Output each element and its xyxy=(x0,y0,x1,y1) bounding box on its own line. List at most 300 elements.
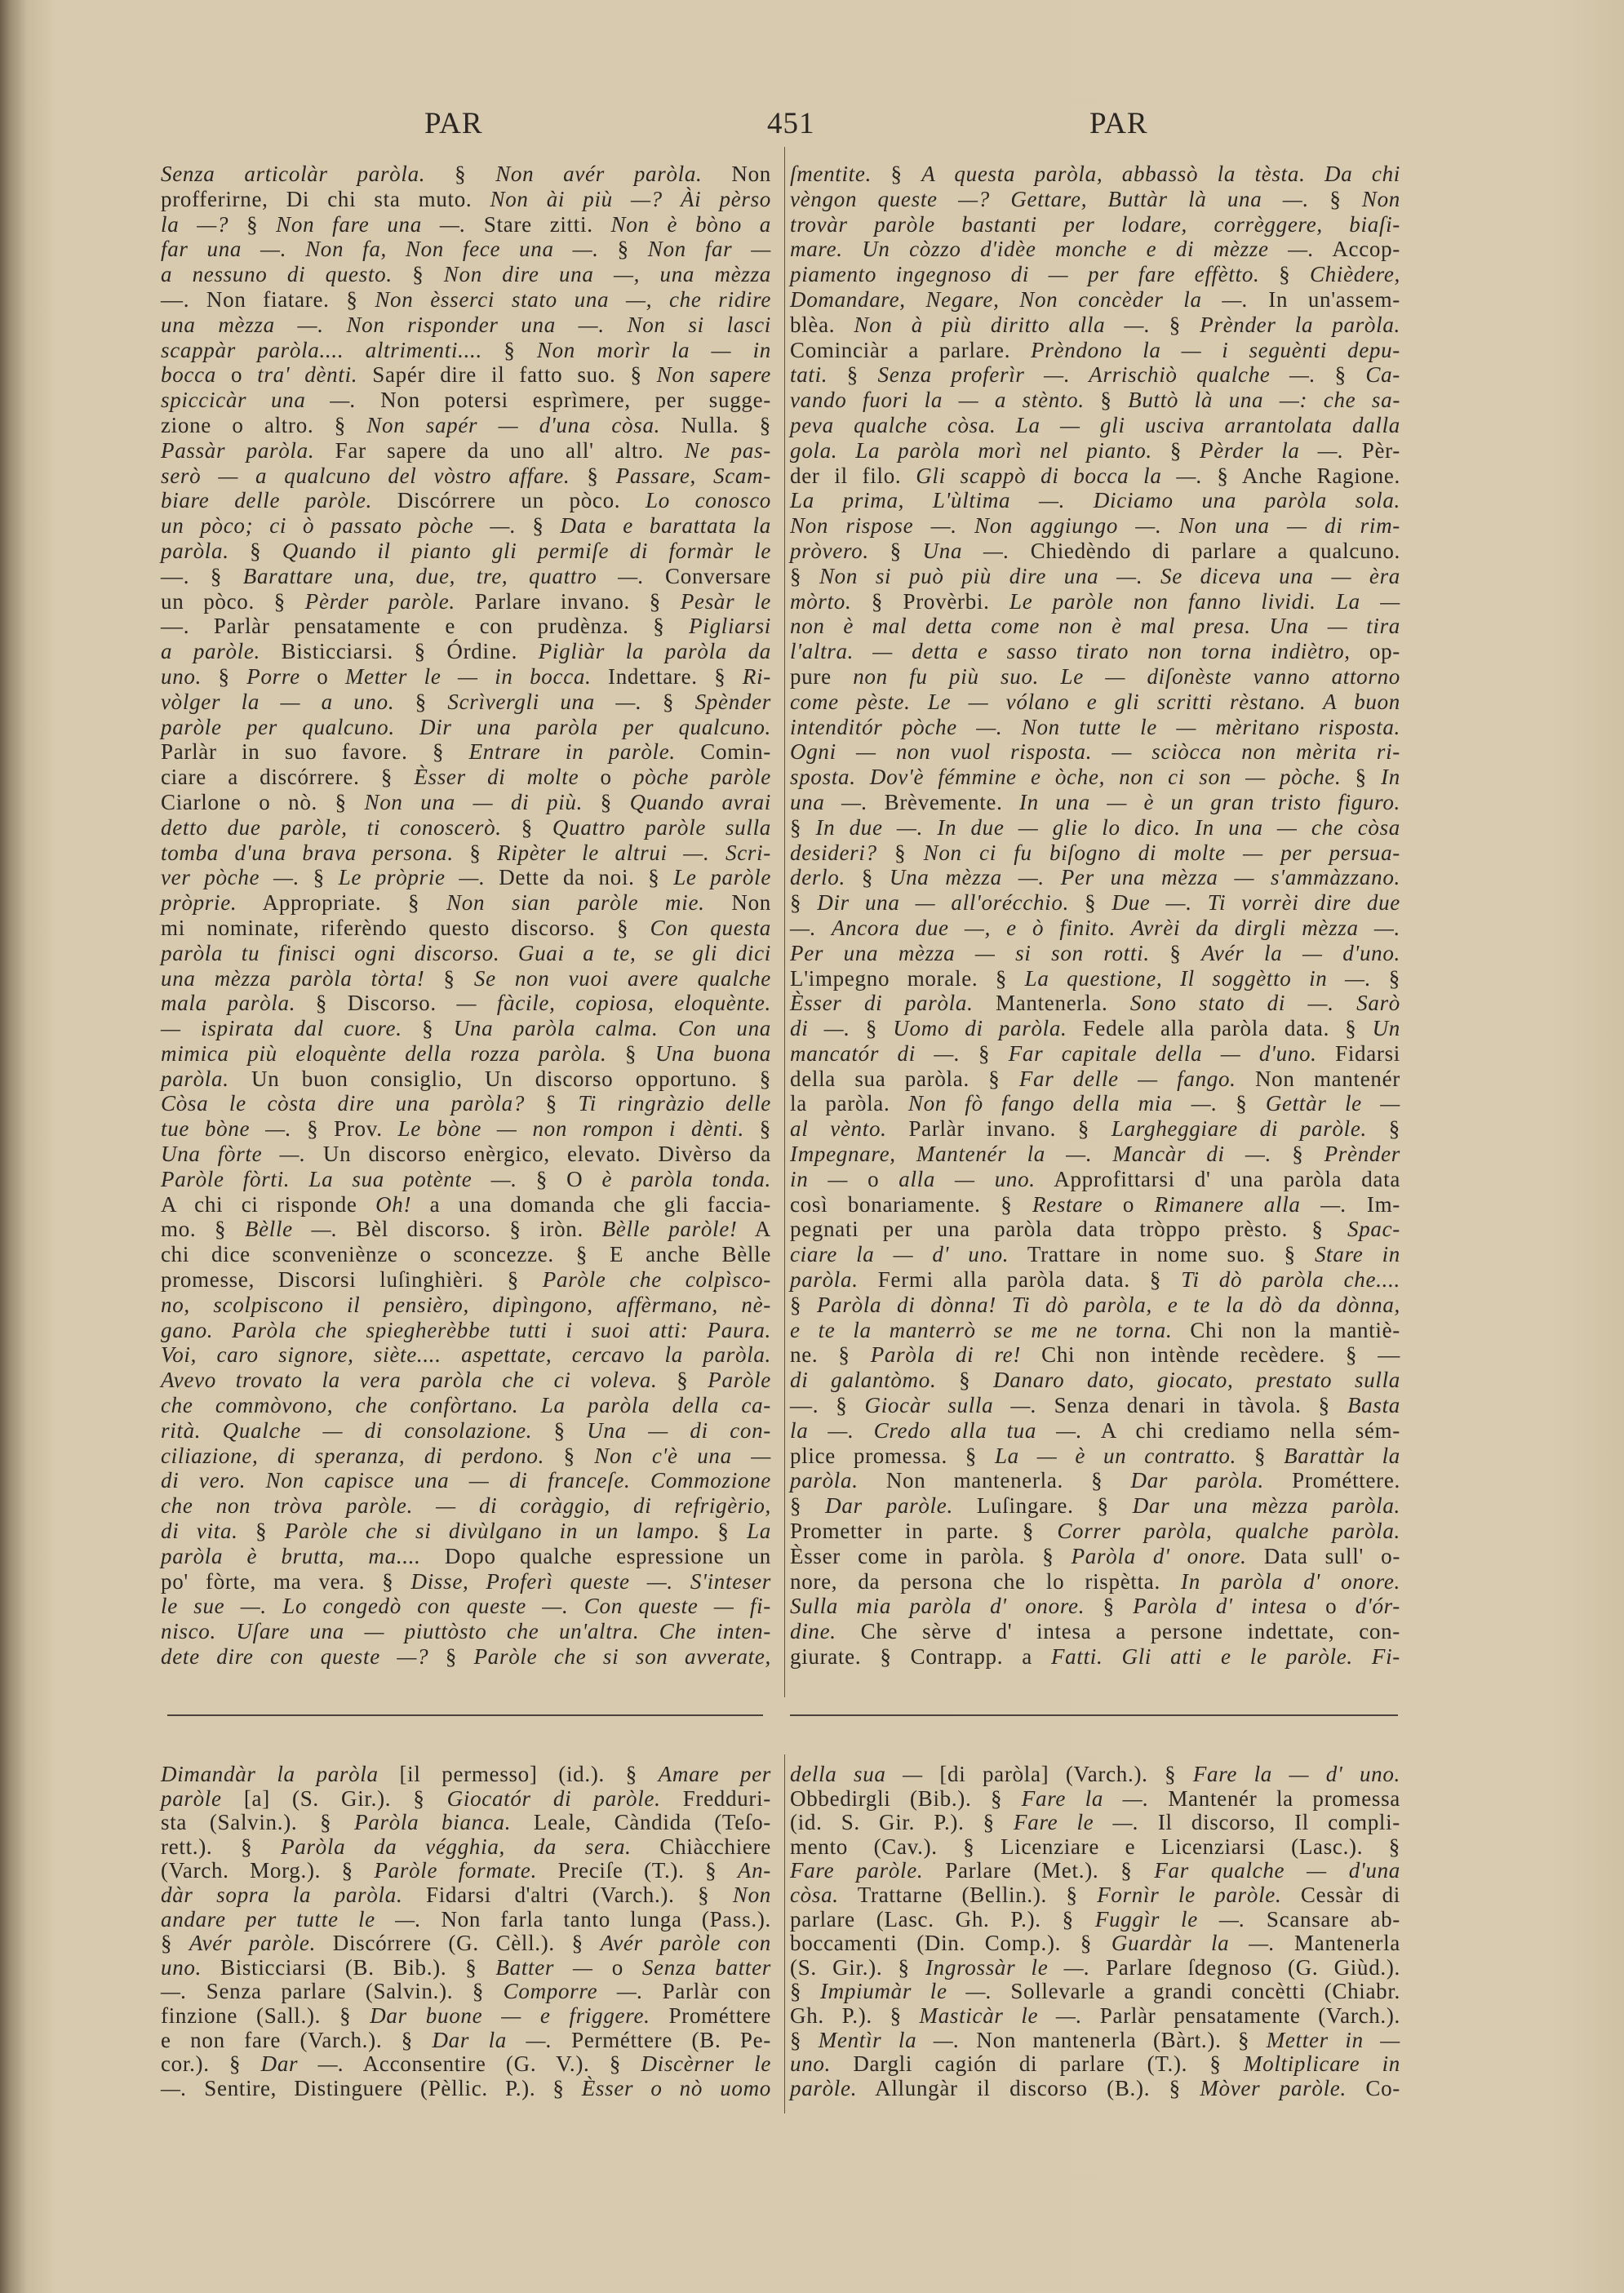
text-line xyxy=(161,2029,771,2053)
text-line xyxy=(161,1167,771,1192)
italic-phrase: Avér paròle. xyxy=(189,1931,317,1956)
roman-text: Preciſe (T.). § xyxy=(537,1858,738,1883)
italic-phrase: Pèrder la —. xyxy=(1200,437,1344,463)
italic-phrase: ciare la — d' uno. xyxy=(790,1242,1009,1267)
italic-phrase: tue bòne —. xyxy=(161,1116,292,1142)
roman-text: zione o altro. § xyxy=(161,412,367,437)
text-line xyxy=(161,1217,771,1242)
roman-text: mi nominate, riferèndo questo discorso. § xyxy=(161,915,650,940)
italic-phrase: Ri- xyxy=(742,663,771,689)
italic-phrase: andare per tutte le —. xyxy=(161,1906,422,1932)
roman-text: Mantenerla xyxy=(1275,1931,1400,1956)
roman-text: § xyxy=(845,865,890,890)
roman-text: § O xyxy=(517,1166,602,1191)
roman-text: Co- xyxy=(1346,2075,1400,2100)
text-line xyxy=(790,840,1400,866)
italic-phrase: Amare per xyxy=(658,1762,771,1786)
italic-phrase: Mòver paròle. xyxy=(1200,2075,1347,2100)
roman-text: A xyxy=(737,1217,771,1242)
roman-text: un pòco. § xyxy=(161,588,305,614)
roman-text: § xyxy=(570,463,616,488)
roman-text: ne. § xyxy=(790,1342,871,1368)
text-line xyxy=(790,1293,1400,1318)
footnote-separator-left xyxy=(167,1714,763,1716)
roman-text: § xyxy=(1236,1443,1285,1468)
roman-text: § xyxy=(790,1493,826,1519)
text-line xyxy=(790,488,1400,513)
roman-text: § xyxy=(300,865,339,890)
roman-text: boccamenti (Din. Comp.). § xyxy=(790,1931,1112,1956)
text-line xyxy=(790,313,1400,338)
italic-phrase: tra' dènti. xyxy=(257,362,358,388)
roman-text: § Prov. xyxy=(291,1116,398,1142)
italic-phrase: Domandare, Negare, Non concèder la —. xyxy=(790,286,1249,312)
text-line xyxy=(161,614,771,639)
italic-phrase: Non avér paròla. xyxy=(495,162,703,186)
italic-phrase: Non xyxy=(1361,186,1400,211)
text-line xyxy=(790,639,1400,664)
text-line xyxy=(161,1544,771,1569)
italic-phrase: pòche paròle xyxy=(633,765,771,790)
roman-text: § xyxy=(1308,186,1362,211)
footnote-separator-right xyxy=(790,1714,1398,1716)
roman-text: chi dice sconveniènze o sconcezze. § E anche Bèlle xyxy=(161,1242,771,1267)
text-line xyxy=(790,1368,1400,1393)
italic-phrase: Dir una — all'orécchio. xyxy=(817,890,1070,916)
italic-phrase: alla — uno. xyxy=(899,1166,1036,1191)
text-line xyxy=(790,1569,1400,1594)
italic-phrase: dine. xyxy=(790,1619,836,1644)
italic-phrase: peva qualche còsa. La — gli usciva arrantolata dalla xyxy=(790,412,1400,437)
italic-phrase: Bèlle paròle! xyxy=(601,1217,738,1242)
roman-text: A chi crediamo nella sém- xyxy=(1082,1417,1401,1443)
italic-phrase: Paròla di dònna! Ti dò paròla, e te la dò da dònna, xyxy=(817,1292,1401,1317)
roman-text: Cessàr di xyxy=(1281,1882,1401,1907)
roman-text: della sua paròla. § xyxy=(790,1066,1019,1091)
italic-phrase: serò — a qualcuno del vòstro affare. xyxy=(161,463,570,488)
italic-phrase: spiccicàr una —. xyxy=(161,388,357,413)
text-line xyxy=(790,715,1400,740)
italic-phrase: Bèlle —. xyxy=(244,1217,338,1242)
italic-phrase: mòrto. xyxy=(790,588,852,614)
italic-phrase: una mèzza —. Non risponder una —. Non si lasci xyxy=(161,312,771,337)
text-line xyxy=(790,1091,1400,1116)
italic-phrase: Due —. Ti vorrèi dire due xyxy=(1112,890,1400,916)
italic-phrase: le sue —. Lo congedò con queste —. Con queste — fi- xyxy=(161,1594,771,1619)
roman-text: Non potersi esprìmere, per sugge- xyxy=(356,388,771,413)
roman-text: Parlare (Met.). § xyxy=(923,1858,1155,1883)
italic-phrase: An- xyxy=(737,1858,771,1883)
italic-phrase: In una — è un gran tristo figuro. xyxy=(1018,789,1400,814)
italic-phrase: Quando avrai xyxy=(629,789,771,814)
text-line xyxy=(790,1619,1400,1644)
text-line xyxy=(790,890,1400,916)
footnotes-left-column xyxy=(161,1763,771,2100)
roman-text: § xyxy=(790,890,818,916)
roman-text: po' fòrte, ma vera. § xyxy=(161,1568,411,1594)
text-line xyxy=(790,1116,1400,1142)
text-line xyxy=(161,1041,771,1067)
roman-text: Il discorso, Il compli- xyxy=(1138,1810,1401,1835)
text-line xyxy=(161,2004,771,2029)
roman-text: Sapér dire il fatto suo. § xyxy=(357,362,657,388)
italic-phrase: è paròla tonda. xyxy=(601,1166,772,1191)
italic-phrase: Giocàr sulla —. xyxy=(864,1393,1037,1418)
text-line xyxy=(790,1318,1400,1343)
italic-phrase: Non xyxy=(732,1882,771,1907)
italic-phrase: vòlger la — a uno. xyxy=(161,689,395,714)
italic-phrase: tomba d'una brava persona. xyxy=(161,840,454,865)
roman-text: Dette da noi. § xyxy=(485,865,674,890)
text-line xyxy=(161,715,771,740)
italic-phrase: Dar la —. xyxy=(432,2027,552,2052)
roman-text: Fredduri- xyxy=(660,1785,771,1811)
roman-text: Non xyxy=(702,162,771,186)
italic-phrase: Basta xyxy=(1347,1393,1400,1418)
roman-text: § xyxy=(428,1644,474,1670)
text-line xyxy=(790,1644,1400,1670)
italic-phrase: Le paròle xyxy=(673,865,772,890)
roman-text: § xyxy=(1217,1091,1266,1116)
italic-phrase: paròle. xyxy=(790,2075,858,2100)
text-line xyxy=(790,2029,1400,2053)
roman-text: [il permesso] (id.). § xyxy=(378,1762,659,1786)
roman-text: o xyxy=(848,1166,899,1191)
roman-text: § Anche Ragione. xyxy=(1202,463,1400,488)
italic-phrase: Gli scappò di bocca la —. xyxy=(916,463,1203,488)
text-line xyxy=(790,539,1400,564)
roman-text: § xyxy=(525,1091,579,1116)
roman-text: pegnati per una paròla data tròppo prèsto. § xyxy=(790,1217,1348,1242)
roman-text: § xyxy=(481,337,537,362)
italic-phrase: Paròle fòrti. La sua potènte —. xyxy=(161,1166,517,1191)
roman-text: Che sèrve d' intesa a persone indettate, con- xyxy=(836,1619,1400,1644)
italic-phrase: paròla. xyxy=(790,1267,859,1293)
text-line xyxy=(790,1859,1400,1883)
roman-text: § xyxy=(1371,965,1400,991)
italic-phrase: Correr paròla, qualche paròla. xyxy=(1057,1519,1401,1544)
roman-text: Bisticciarsi. § Órdine. xyxy=(260,639,539,664)
roman-text: Fidarsi d'altri (Varch.). § xyxy=(402,1882,733,1907)
text-line xyxy=(161,690,771,715)
italic-phrase: Data e barattata la xyxy=(560,513,771,539)
text-line xyxy=(161,262,771,287)
italic-phrase: ver pòche —. xyxy=(161,865,300,890)
italic-phrase: al vènto. xyxy=(790,1116,887,1142)
roman-text: § xyxy=(516,513,561,539)
italic-phrase: Far delle — fango. xyxy=(1018,1066,1236,1091)
italic-phrase: Prèndono la — i seguènti depu- xyxy=(1031,337,1400,362)
italic-phrase: Un xyxy=(1372,1016,1400,1041)
roman-text: (S. Gir.). § xyxy=(790,1954,925,1980)
italic-phrase: Fare le —. xyxy=(1014,1810,1139,1835)
italic-phrase: d'ór- xyxy=(1355,1594,1400,1619)
roman-text: la paròla. xyxy=(790,1091,908,1116)
text-line xyxy=(161,765,771,790)
italic-phrase: nisco. Uſare una — piuttòsto che un'altra. Che inten- xyxy=(161,1619,771,1644)
roman-text: Data sull' o- xyxy=(1246,1543,1401,1568)
italic-phrase: Scrìvergli una —. xyxy=(447,689,642,714)
text-line xyxy=(790,1217,1400,1242)
roman-text: § xyxy=(392,262,444,287)
roman-text: Non farla tanto lunga (Pass.). xyxy=(421,1906,771,1932)
text-line xyxy=(161,1342,771,1368)
text-line xyxy=(790,438,1400,463)
roman-text: Indettare. § xyxy=(591,663,743,689)
italic-phrase: Rimanere alla —. xyxy=(1154,1191,1347,1217)
roman-text: —. § xyxy=(790,1393,865,1418)
italic-phrase: Non rispose —. Non aggiungo —. Non una — di rim- xyxy=(790,513,1400,539)
roman-text: § xyxy=(394,689,448,714)
text-line xyxy=(790,362,1400,388)
italic-phrase: Còsa le còsta dire una paròla? xyxy=(161,1091,526,1116)
italic-phrase: Ripèter le altrui —. Scri- xyxy=(497,840,771,865)
text-line xyxy=(161,488,771,513)
text-line xyxy=(161,1932,771,1956)
italic-phrase: Far qualche — d'una xyxy=(1154,1858,1401,1883)
italic-phrase: Senza batter xyxy=(641,1954,771,1980)
italic-phrase: no, scolpiscono il pensièro, dipìngono, affèrmano, nè- xyxy=(161,1292,771,1317)
roman-text: § xyxy=(657,1368,708,1393)
roman-text: —. Parlàr pensatamente e con prudènza. § xyxy=(161,614,690,639)
text-line xyxy=(790,1444,1400,1469)
text-line xyxy=(790,815,1400,840)
roman-text: [di paròla] (Varch.). § xyxy=(922,1762,1193,1786)
italic-phrase: Largheggiare di paròle. xyxy=(1111,1116,1367,1142)
text-line xyxy=(790,690,1400,715)
text-line xyxy=(161,2052,771,2077)
text-line xyxy=(161,589,771,614)
italic-phrase: Una buona xyxy=(654,1040,771,1066)
italic-phrase: di —. xyxy=(790,1016,850,1041)
text-line xyxy=(790,765,1400,790)
italic-phrase: —. Ancora due —, e ò finito. Avrèi da dirgli mèzza —. xyxy=(790,915,1400,940)
roman-text: § xyxy=(402,1016,454,1041)
italic-phrase: Una mèzza —. Per una mèzza — s'ammàzzano. xyxy=(889,865,1400,890)
roman-text: Trattarne (Bellin.). § xyxy=(838,1882,1098,1907)
italic-phrase: paròla è brutta, ma.... xyxy=(161,1543,421,1568)
roman-text: Fedele alla paròla data. § xyxy=(1067,1016,1373,1041)
roman-text: o xyxy=(1307,1594,1356,1619)
roman-text: § xyxy=(936,1368,994,1393)
roman-text: blèa. xyxy=(790,312,854,337)
italic-phrase: gola. La paròla morì nel pianto. xyxy=(790,437,1152,463)
roman-text: o xyxy=(579,765,634,790)
roman-text: op- xyxy=(1350,639,1400,664)
italic-phrase: Dar paròle. xyxy=(825,1493,953,1519)
roman-text: § xyxy=(876,840,924,865)
roman-text: Parlare ſdegnoso (G. Giùd.). xyxy=(1089,1954,1400,1980)
text-line xyxy=(161,362,771,388)
roman-text: Trattare in nome suo. § xyxy=(1009,1242,1315,1267)
italic-phrase: Paròle xyxy=(708,1368,771,1393)
italic-phrase: Spac- xyxy=(1347,1217,1400,1242)
text-line xyxy=(161,1644,771,1670)
roman-text: Obbedirgli (Bib.). § xyxy=(790,1785,1022,1811)
text-line xyxy=(161,187,771,212)
roman-text: § xyxy=(1085,1594,1134,1619)
italic-phrase: desideri? xyxy=(790,840,877,865)
italic-phrase: piamento ingegnoso di — per fare effètto. xyxy=(790,262,1260,287)
italic-phrase: Dar —. xyxy=(260,2051,344,2077)
italic-phrase: Pesàr le xyxy=(680,588,771,614)
roman-text: Senza parlare (Salvin.). § xyxy=(187,1979,504,2004)
roman-text: § Provèrbi. xyxy=(851,588,1009,614)
italic-phrase: in — xyxy=(790,1166,849,1191)
text-line xyxy=(161,1091,771,1116)
roman-text: e non fare (Varch.). § xyxy=(161,2027,433,2052)
italic-phrase: Non fò fango della mia —. xyxy=(907,1091,1218,1116)
text-line xyxy=(161,1116,771,1142)
text-line xyxy=(790,1835,1400,1860)
text-line xyxy=(790,1787,1400,1812)
italic-phrase: Non sian paròle mie. xyxy=(446,890,705,916)
roman-text: § xyxy=(790,2027,819,2052)
text-line xyxy=(790,388,1400,413)
roman-text: Parlàr con xyxy=(643,1979,771,2004)
roman-text: Mantenér la promessa xyxy=(1148,1785,1400,1811)
text-line xyxy=(161,1242,771,1267)
roman-text: Chi non la mantiè- xyxy=(1172,1317,1400,1342)
text-line xyxy=(161,991,771,1016)
running-head-left: PAR xyxy=(424,107,483,140)
text-line xyxy=(790,513,1400,539)
text-line xyxy=(790,2077,1400,2101)
italic-phrase: paròla tu finisci ogni discorso. Guai a te, se gli dici xyxy=(161,940,771,965)
text-line xyxy=(161,890,771,916)
italic-phrase: Ca- xyxy=(1365,362,1400,388)
text-line xyxy=(161,1267,771,1293)
italic-phrase: Dar buone — e friggere. xyxy=(370,2002,650,2028)
text-line xyxy=(161,237,771,262)
roman-text: Im- xyxy=(1347,1191,1400,1217)
italic-phrase: Ogni — non vuol risposta. — sciòcca non mèrita ri- xyxy=(790,739,1400,765)
text-line xyxy=(161,664,771,690)
italic-phrase: Spènder xyxy=(694,689,771,714)
text-line xyxy=(161,564,771,589)
italic-phrase: Paròla di re! xyxy=(870,1342,1022,1368)
italic-phrase: una —. xyxy=(790,789,868,814)
italic-phrase: Non morìr la — in xyxy=(536,337,771,362)
italic-phrase: paròle xyxy=(161,1785,222,1811)
text-line xyxy=(790,1763,1400,1787)
italic-phrase: Non sapér — d'una còsa. xyxy=(366,412,661,437)
italic-phrase: Masticàr le —. xyxy=(919,2002,1083,2028)
italic-phrase: detto due paròle, ti conoscerò. xyxy=(161,814,502,840)
roman-text: rett.). § xyxy=(161,1834,282,1859)
italic-phrase: derlo. xyxy=(790,865,845,890)
italic-phrase: Fare la —. xyxy=(1021,1785,1149,1811)
italic-phrase: Passare, Scam- xyxy=(615,463,771,488)
italic-phrase: Paròla bianca. xyxy=(354,1810,512,1835)
italic-phrase: bocca xyxy=(161,362,216,388)
italic-phrase: la —? xyxy=(161,211,229,237)
italic-phrase: trovàr paròle bastanti per lodare, corrèggere, biaſi- xyxy=(790,211,1400,237)
italic-phrase: paròle per qualcuno. Dir una paròla per qualcuno. xyxy=(161,714,771,739)
italic-phrase: Senza articolàr paròla. xyxy=(161,162,426,186)
italic-phrase: còsa. xyxy=(790,1882,839,1907)
roman-text: § xyxy=(743,1116,771,1142)
italic-phrase: Senza proferìr —. Arrischiò qualche —. xyxy=(877,362,1316,388)
text-line xyxy=(790,262,1400,287)
italic-phrase: Disse, Proferì queste —. S'inteser xyxy=(410,1568,771,1594)
roman-text: § xyxy=(453,840,498,865)
roman-text: Mantenerla. xyxy=(973,991,1130,1016)
text-line xyxy=(790,1594,1400,1619)
roman-text: Stare zitti. xyxy=(465,211,611,237)
roman-text: (Varch. Morg.). § xyxy=(161,1858,375,1883)
italic-phrase: vando fuori la — a stènto. xyxy=(790,388,1085,413)
roman-text: Approfittarsi d' una paròla data xyxy=(1035,1166,1400,1191)
text-line xyxy=(161,739,771,765)
italic-phrase: mimica più eloquènte della rozza paròla. xyxy=(161,1040,607,1066)
roman-text: Sollevarle a grandi concètti (Chiabr. xyxy=(992,1979,1400,2004)
roman-text: —. Non fiatare. § xyxy=(161,286,375,312)
text-line xyxy=(790,2004,1400,2029)
text-line xyxy=(161,1787,771,1812)
text-line xyxy=(790,1980,1400,2004)
italic-phrase: Dar paròla. xyxy=(1130,1468,1264,1493)
roman-text: § xyxy=(1341,765,1382,790)
italic-phrase: Stare in xyxy=(1314,1242,1400,1267)
italic-phrase: uno. xyxy=(161,663,202,689)
roman-text: [a] (S. Gir.). § xyxy=(221,1785,447,1811)
italic-phrase: In xyxy=(1381,765,1400,790)
roman-text: § xyxy=(790,1979,820,2004)
italic-phrase: Dar una mèzza paròla. xyxy=(1132,1493,1400,1519)
roman-text: Non mantenerla. § xyxy=(858,1468,1131,1493)
text-line xyxy=(161,1956,771,1980)
italic-phrase: Paròla d' intesa xyxy=(1133,1594,1307,1619)
roman-text: o xyxy=(215,362,258,388)
text-line xyxy=(161,1908,771,1932)
text-line xyxy=(790,1267,1400,1293)
roman-text: Bèl discorso. § iròn. xyxy=(337,1217,602,1242)
text-line xyxy=(161,1444,771,1469)
italic-phrase: Moltiplicare in xyxy=(1243,2051,1400,2077)
italic-phrase: Paròle che colpìsco- xyxy=(542,1267,771,1293)
text-line xyxy=(161,513,771,539)
roman-text: Èsser come in paròla. § xyxy=(790,1543,1072,1568)
italic-phrase: pròprie. xyxy=(161,890,237,916)
roman-text: § xyxy=(606,1040,655,1066)
text-line xyxy=(790,413,1400,438)
roman-text: § xyxy=(424,965,474,991)
italic-phrase: far una —. Non fa, Non fece una —. xyxy=(161,237,599,262)
italic-phrase: Entrare in paròle. xyxy=(468,739,676,765)
italic-phrase: rità. Qualche — di consolazione. xyxy=(161,1417,533,1443)
text-line xyxy=(161,1393,771,1418)
italic-phrase: Metter in — xyxy=(1266,2027,1400,2052)
right-text-column xyxy=(790,162,1400,1670)
italic-phrase: Avér la — d'uno. xyxy=(1201,940,1400,965)
text-line xyxy=(790,664,1400,690)
text-line xyxy=(161,413,771,438)
italic-phrase: mala paròla. xyxy=(161,991,296,1016)
italic-phrase: Buttò là una —: che sa- xyxy=(1128,388,1401,413)
italic-phrase: Non dire una —, una mèzza xyxy=(443,262,771,287)
italic-phrase: ciliazione, di speranza, di perdono. xyxy=(161,1443,545,1468)
italic-phrase: Non c'è una — xyxy=(594,1443,772,1468)
italic-phrase: Non sapere xyxy=(656,362,771,388)
italic-phrase: la —. Credo alla tua —. xyxy=(790,1417,1083,1443)
roman-text: Prometter in parte. § xyxy=(790,1519,1058,1544)
italic-phrase: Oh! xyxy=(375,1191,412,1217)
italic-phrase: uno. xyxy=(161,1954,202,1980)
italic-phrase: Pigliarsi xyxy=(689,614,771,639)
roman-text: cor.). § xyxy=(161,2051,261,2077)
roman-text: a una domanda che gli faccia- xyxy=(411,1191,771,1217)
